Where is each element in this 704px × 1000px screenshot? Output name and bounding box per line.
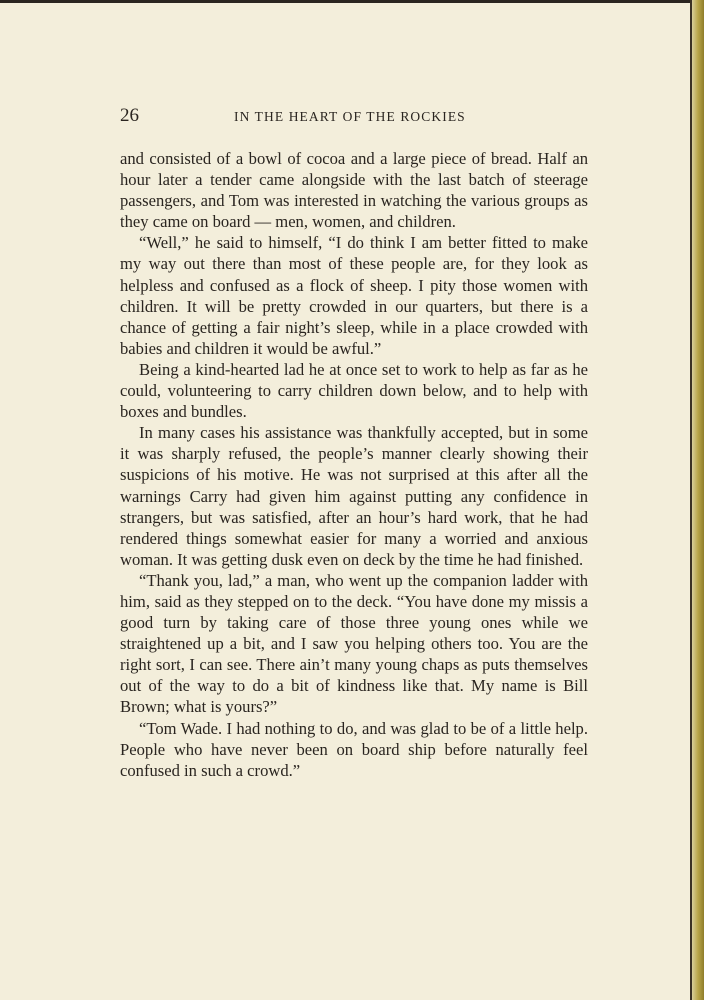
paragraph: Being a kind-hearted lad he at once set to work to help as far as he could, volunteering to carry children down below, and to help with boxes and bundles. — [120, 359, 588, 422]
page-number: 26 — [120, 105, 139, 126]
paragraph: and consisted of a bowl of cocoa and a large piece of bread. Half an hour later a tender came alongside with the last batch of steerage passengers, and Tom was interested in watching the various groups as they came on board — men, women, and children. — [120, 149, 588, 232]
paragraph: “Tom Wade. I had nothing to do, and was glad to be of a little help. People who have never been on board ship before naturally feel confused in such a crowd.” — [120, 718, 588, 780]
paragraph: In many cases his assistance was thankfully accepted, but in some it was sharply refused, the people’s manner clearly showing their suspicions of his motive. He was not surprised at this after all the warnings Carry had given him against putting any confidence in strangers, but was satisfied, after an hour’s hard work, that he had rendered things somewhat easier for many a worried and anxious woman. It was getting dusk even on deck by the time he had finished. — [120, 423, 588, 569]
top-edge-rule — [0, 0, 704, 3]
paragraph: “Thank you, lad,” a man, who went up the companion ladder with him, said as they stepped on to the deck. “You have done my missis a good turn by taking care of those three young ones while we straightened up a bit, and I saw you helping others too. You are the right sort, I can see. There ain’t many young chaps as puts themselves out of the way to do a bit of kindness like that. My name is Bill Brown; what is yours?” — [120, 570, 588, 717]
paragraph: “Well,” he said to himself, “I do think I am better fitted to make my way out there than most of these people are, for they look as helpless and confused as a flock of sheep. I pity those women with children. It will be pretty crowded in our quarters, but there is a chance of getting a fair night’s sleep, while in a place crowded with babies and children it would be awful.” — [120, 233, 588, 358]
page-header — [120, 104, 590, 128]
page-edge-gilt — [692, 0, 704, 1000]
body-text — [120, 148, 588, 781]
running-head: IN THE HEART OF THE ROCKIES — [234, 109, 466, 124]
